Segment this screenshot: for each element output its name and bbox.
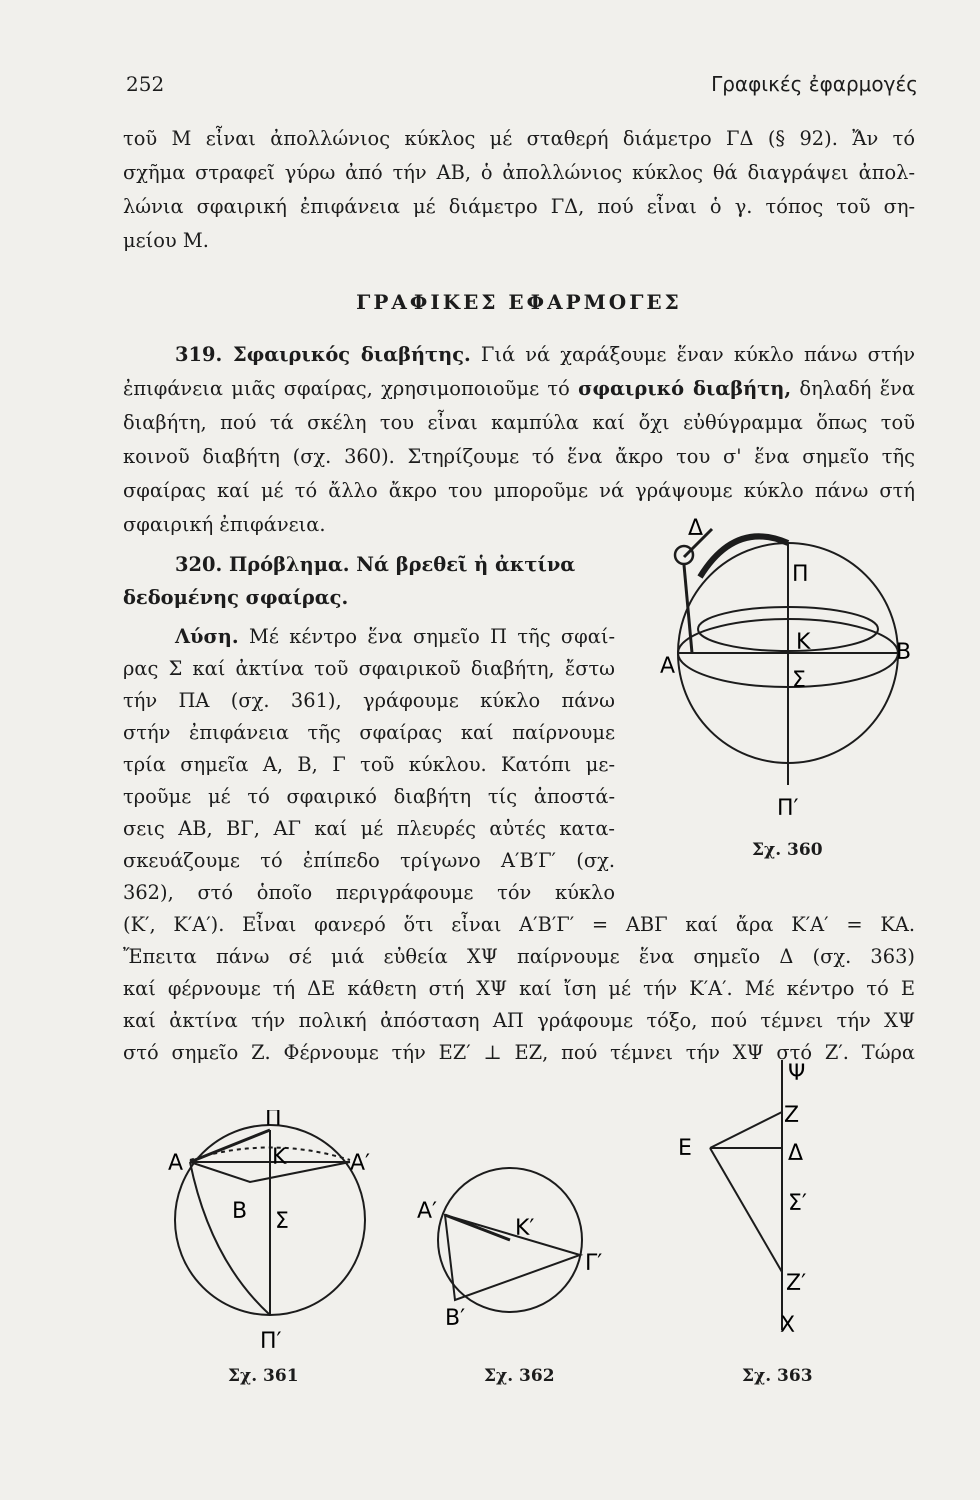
p320-narrow-5: τροῦμε μέ τό σφαιρικό διαβήτη τίς ἀποστά-	[123, 785, 615, 808]
fig360-label-pi-prime: Π′	[777, 796, 799, 821]
intro-line-2: σχῆμα στραφεῖ γύρω ἀπό τήν ΑΒ, ὁ ἀπολλώνιος κύκλος θά διαγράψει ἀπολ-	[123, 161, 915, 184]
p320-narrow-3: στήν ἐπιφάνεια τῆς σφαίρας καί παίρνουμε	[123, 721, 615, 744]
p320-title-1-text: 320. Πρόβλημα. Νά βρεθεῖ ἡ ἀκτίνα	[175, 553, 576, 576]
fig363-label-sigma-prime: Σ′	[788, 1191, 807, 1216]
page-number: 252	[126, 72, 165, 96]
fig363-label-chi: Χ	[780, 1313, 796, 1338]
fig363-label-zeta-prime: Ζ′	[786, 1271, 807, 1296]
fig360-label-alpha: Α	[660, 654, 676, 679]
fig362-label-kappa: Κ′	[515, 1216, 535, 1241]
intro-line-3: λώνια σφαιρική ἐπιφάνεια μέ διάμετρο ΓΔ, πού εἶναι ὁ γ. τόπος τοῦ ση-	[123, 195, 915, 218]
fig363-label-zeta: Ζ	[784, 1103, 800, 1128]
fig361-label-pi-prime: Π′	[260, 1329, 282, 1350]
fig362-label-gamma: Γ′	[585, 1251, 603, 1276]
fig361-label-kappa: Κ	[272, 1145, 287, 1170]
p320-narrow-8: 362), στό ὁποῖο περιγράφουμε τόν κύκλο	[123, 881, 615, 904]
triangle	[445, 1215, 580, 1300]
p319-line-5: σφαίρας καί μέ τό ἄλλο ἄκρο του μποροῦμε νά γράψουμε κύκλο πάνω στή	[123, 479, 915, 502]
fig360-label-delta: Δ	[688, 516, 704, 541]
figure-362	[415, 1160, 615, 1340]
fig361-label-beta: Β	[232, 1199, 248, 1224]
p319-line-6: σφαιρική ἐπιφάνεια.	[123, 513, 326, 536]
segment-ez	[710, 1112, 782, 1148]
compass-arm	[700, 536, 788, 577]
radius-line	[445, 1215, 510, 1240]
fig360-label-kappa: Κ	[796, 630, 811, 655]
figure-361	[160, 1110, 410, 1350]
p319-line-2	[123, 376, 915, 402]
p320-solution-line	[175, 624, 615, 650]
fig360-label-beta: Β	[896, 640, 912, 665]
p319-line-4: κοινοῦ διαβήτη (σχ. 360). Στηρίζουμε τό ἕνα ἄκρο του σ' ἕνα σημεῖο τῆς	[123, 445, 915, 468]
fig362-label-beta: Β′	[445, 1306, 466, 1331]
figure-360	[640, 515, 940, 875]
p319-number: 319. Σφαιρικός διαβήτης.	[175, 343, 471, 366]
fig361-label-pi: Π	[265, 1110, 282, 1131]
intro-line-1: τοῦ Μ εἶναι ἀπολλώνιος κύκλος μέ σταθερή διάμετρο ΓΔ (§ 92). Ἄν τό	[123, 127, 915, 150]
p320-narrow-1: ρας Σ καί ἀκτίνα τοῦ σφαιρικοῦ διαβήτη, ἔστω	[123, 657, 615, 680]
section-title: ΓΡΑΦΙΚΕΣ ΕΦΑΡΜΟΓΕΣ	[356, 290, 682, 314]
p320-full-2: Ἔπειτα πάνω σέ μιά εὐθεία ΧΨ παίρνουμε ἕνα σημεῖο Δ (σχ. 363)	[123, 945, 915, 968]
figure-363	[670, 1060, 850, 1340]
p320-narrow-6: σεις ΑΒ, ΒΓ, ΑΓ καί μέ πλευρές αὐτές κατα-	[123, 817, 615, 840]
p320-narrow-7: σκευάζουμε τό ἐπίπεδο τρίγωνο Α′Β′Γ′ (σχ.	[123, 849, 615, 872]
p319-term: σφαιρικό διαβήτη,	[578, 377, 792, 400]
meridian	[190, 1162, 270, 1315]
fig363-label-epsilon: Ε	[678, 1136, 692, 1161]
fig361-label-alpha-prime: Α′	[350, 1151, 371, 1176]
p320-narrow-2: τήν ΠΑ (σχ. 361), γράφουμε κύκλο πάνω	[123, 689, 615, 712]
solution-label: Λύση.	[175, 625, 239, 648]
p320-full-5: στό σημεῖο Ζ. Φέρνουμε τήν ΕΖ′ ⊥ ΕΖ, πού τέμνει τήν ΧΨ στό Ζ′. Τώρα	[123, 1041, 915, 1064]
p319-line-2b: δηλαδή ἕνα	[791, 377, 915, 400]
fig360-label-sigma: Σ	[792, 668, 806, 693]
p320-title-1	[175, 552, 615, 578]
solution-first-text: Μέ κέντρο ἕνα σημεῖο Π τῆς σφαί-	[238, 625, 615, 648]
p319-line-1-text: Γιά νά χαράξουμε ἕναν κύκλο πάνω στήν	[470, 343, 915, 366]
running-title: Γραφικές ἐφαρμογές	[711, 72, 918, 96]
p319-line-3: διαβήτη, πού τά σκέλη του εἶναι καμπύλα καί ὄχι εὐθύγραμμα ὅπως τοῦ	[123, 411, 915, 434]
fig362-caption: Σχ. 362	[484, 1366, 555, 1386]
intro-line-4: μείου Μ.	[123, 229, 209, 252]
p320-full-4: καί ἀκτίνα τήν πολική ἀπόσταση ΑΠ γράφουμε τόξο, πού τέμνει τήν ΧΨ	[123, 1009, 915, 1032]
p320-narrow-4: τρία σημεῖα Α, Β, Γ τοῦ κύκλου. Κατόπι με-	[123, 753, 615, 776]
p320-title-2-text: δεδομένης σφαίρας.	[123, 586, 349, 609]
fig363-label-psi: Ψ	[788, 1061, 806, 1086]
fig361-label-sigma: Σ	[275, 1209, 289, 1234]
fig361-caption: Σχ. 361	[228, 1366, 299, 1386]
fig361-label-alpha: Α	[168, 1151, 184, 1176]
fig362-label-alpha: Α′	[417, 1199, 438, 1224]
fig363-label-delta: Δ	[788, 1141, 804, 1166]
segment-ez-prime	[710, 1148, 782, 1272]
p320-full-1: (Κ′, Κ′Α′). Εἶναι φανερό ὅτι εἶναι Α′Β′Γ′ = ΑΒΓ καί ἄρα Κ′Α′ = ΚΑ.	[123, 913, 915, 936]
fig363-caption: Σχ. 363	[742, 1366, 813, 1386]
p319-line-1	[175, 342, 915, 368]
fig360-label-pi: Π	[792, 562, 809, 587]
fig360-caption: Σχ. 360	[752, 840, 823, 860]
p319-line-2a: ἐπιφάνεια μιᾶς σφαίρας, χρησιμοποιοῦμε τό	[123, 377, 579, 400]
p320-full-3: καί φέρνουμε τή ΔΕ κάθετη στή ΧΨ καί ἴση μέ τήν Κ′Α′. Μέ κέντρο τό Ε	[123, 977, 915, 1000]
